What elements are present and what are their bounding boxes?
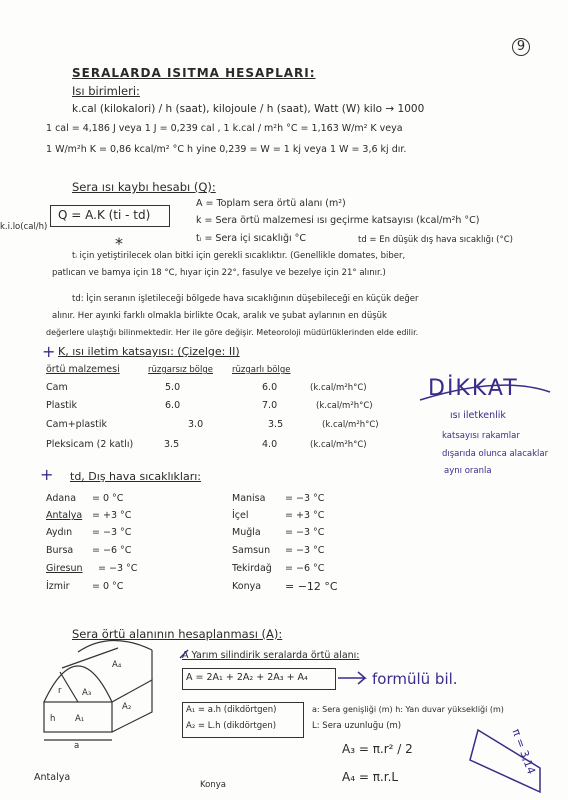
ti-text-2: patlıcan ve bamya için 18 °C, hıyar için 22°, fasulye ve bezelye için 21° alınır.) [52, 268, 386, 278]
formula-a4: A₄ = π.r.L [342, 770, 399, 784]
def-ti: tᵢ = Sera içi sıcaklığı °C [196, 233, 307, 244]
row-material: Plastik [46, 400, 78, 411]
col-windy: rüzgarlı bölge [232, 365, 291, 375]
city-name: Konya [232, 581, 262, 592]
plus-mark-1: + [42, 342, 56, 361]
side-note-line: ısı iletkenlik [450, 410, 506, 421]
ti-text-1: tᵢ için yetiştirilecek olan bitki için gerekli sıcaklıktır. (Genellikle domates, biber, [72, 251, 406, 261]
bottom-middle-note: Konya [200, 780, 226, 790]
row-calm: 6.0 [165, 400, 181, 411]
def-k: k = Sera örtü malzemesi ısı geçirme katsayısı (kcal/m²h °C) [196, 215, 480, 226]
city-name: Manisa [232, 493, 266, 504]
city-name: Giresun [46, 563, 83, 574]
city-temp: = −3 °C [98, 563, 138, 574]
side-note-title: DİKKAT [428, 376, 519, 401]
city-name: Antalya [46, 510, 83, 521]
units-heading: Isı birimleri: [72, 84, 140, 98]
formula-a3: A₃ = π.r² / 2 [342, 742, 413, 756]
row-unit: (k.cal/m²h°C) [322, 420, 379, 430]
def-l: L: Sera uzunluğu (m) [312, 721, 402, 731]
area-sub: A Yarım silindirik seralarda örtü alanı: [182, 650, 360, 661]
k-table-heading: K, ısı iletim katsayısı: (Çizelge: II) [58, 345, 240, 358]
row-material: Cam [46, 382, 68, 393]
star-mark: * [115, 234, 123, 253]
units-line-2: 1 cal = 4,186 J veya 1 J = 0,239 cal , 1 k.cal / m²h °C = 1,163 W/m² K veya [46, 123, 403, 134]
row-unit: (k.cal/m²h°C) [316, 401, 373, 411]
city-temp: = +3 °C [285, 510, 325, 521]
formula-a1: A₁ = a.h (dikdörtgen) [186, 705, 277, 715]
row-windy: 4.0 [262, 439, 278, 450]
city-name: Tekirdağ [232, 563, 272, 574]
side-note-line: katsayısı rakamlar [442, 431, 520, 441]
td-text-3: değerlere ulaştığı bilinmektedir. Her ile göre değişir. Meteoroloji müdürlüklerinden elde edilir. [46, 328, 419, 337]
city-temp: = −6 °C [92, 545, 132, 556]
formula-note: formülü bil. [372, 670, 458, 688]
city-temp: = +3 °C [92, 510, 132, 521]
row-windy: 3.5 [268, 419, 284, 430]
diagram-h-label: h [50, 714, 56, 724]
row-unit: (k.cal/m²h°C) [310, 440, 367, 450]
city-temp: = −3 °C [285, 493, 325, 504]
city-temp: = −3 °C [285, 527, 325, 538]
row-windy: 7.0 [262, 400, 278, 411]
diagram-a3-label: A₃ [82, 688, 92, 698]
def-a-h: a: Sera genişliği (m) h: Yan duvar yüksekliği (m) [312, 705, 504, 714]
row-calm: 3.0 [188, 419, 204, 430]
heat-loss-heading: Sera ısı kaybı hesabı (Q): [72, 180, 216, 194]
side-note-line: aynı oranla [444, 466, 492, 476]
diagram-a1-label: A₁ [75, 714, 85, 724]
city-temp: = 0 °C [92, 493, 124, 504]
units-line-1: k.cal (kilokalori) / h (saat), kilojoule / h (saat), Watt (W) kilo → 1000 [72, 103, 425, 115]
outdoor-heading: td, Dış hava sıcaklıkları: [70, 470, 202, 483]
row-unit: (k.cal/m²h°C) [310, 383, 367, 393]
city-temp: = 0 °C [92, 581, 124, 592]
bottom-left-note: Antalya [34, 772, 71, 783]
city-name: Aydın [46, 527, 73, 538]
diagram-a-label: a [74, 741, 80, 751]
city-name: Adana [46, 493, 77, 504]
city-name: Samsun [232, 545, 271, 556]
city-name: Bursa [46, 545, 74, 556]
city-name: Muğla [232, 527, 261, 538]
col-material: örtü malzemesi [46, 364, 120, 375]
def-td: td = En düşük dış hava sıcaklığı (°C) [358, 235, 513, 245]
plus-mark-2: + [40, 465, 54, 484]
formula-a: A = 2A₁ + 2A₂ + 2A₃ + A₄ [186, 672, 308, 683]
row-calm: 5.0 [165, 382, 181, 393]
row-material: Cam+plastik [46, 419, 107, 430]
diagram-a2-label: A₂ [122, 702, 132, 712]
td-text-1: td: İçin seranın işletileceği bölgede hava sıcaklığının düşebileceği en küçük değer [72, 294, 419, 304]
td-text-2: alınır. Her ayınki farklı olmakla birlikte Ocak, aralık ve şubat aylarının en düşük [52, 311, 387, 321]
row-calm: 3.5 [164, 439, 180, 450]
city-temp: = −3 °C [92, 527, 132, 538]
pi-note: π = 3,14 [509, 727, 538, 776]
row-windy: 6.0 [262, 382, 278, 393]
heat-loss-formula: Q = A.K (ti - td) [58, 208, 151, 222]
city-temp: = −6 °C [285, 563, 325, 574]
city-name: İzmir [46, 581, 70, 592]
city-temp: = −12 °C [285, 580, 338, 593]
side-note-line: dışarıda olunca alacaklar [442, 449, 549, 459]
city-name: İçel [232, 510, 249, 521]
row-material: Pleksicam (2 katlı) [46, 439, 134, 450]
units-line-3: 1 W/m²h K = 0,86 kcal/m² °C h yine 0,239 = W = 1 kj veya 1 W = 3,6 kj dır. [46, 144, 407, 155]
def-a: A = Toplam sera örtü alanı (m²) [196, 198, 346, 209]
margin-note: k.i.lo(cal/h) [0, 222, 48, 232]
diagram-a4-label: A₄ [112, 660, 122, 670]
area-heading: Sera örtü alanının hesaplanması (A): [72, 627, 283, 641]
diagram-r-label: r [58, 686, 62, 696]
page-number: 9 [512, 38, 530, 56]
city-temp: = −3 °C [285, 545, 325, 556]
page-title: SERALARDA ISITMA HESAPLARI: [72, 66, 316, 80]
col-calm: rüzgarsız bölge [148, 365, 213, 375]
formula-a2: A₂ = L.h (dikdörtgen) [186, 721, 277, 731]
